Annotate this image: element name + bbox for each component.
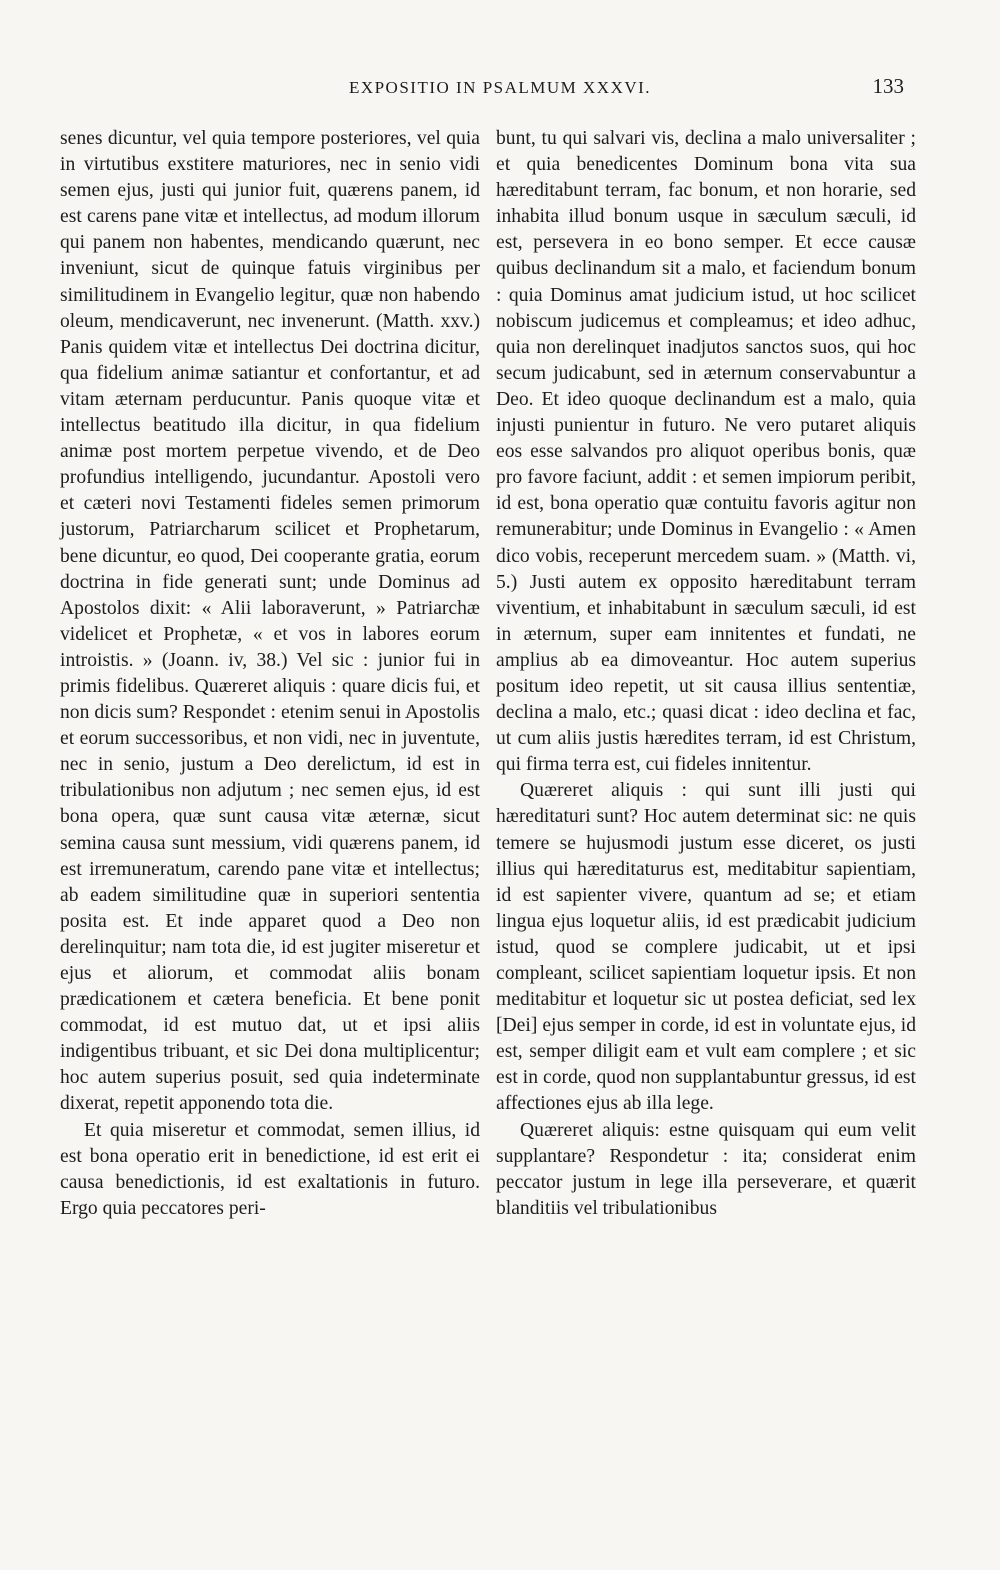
running-title: EXPOSITIO IN PSALMUM XXXVI.: [348, 78, 652, 97]
left-column: [60, 126, 480, 1222]
right-paragraph-1: bunt, tu qui salvari vis, declina a malo universaliter ; et quia benedicentes Dominum bona vita sua hæreditabunt terram, fac bonum, et non horarie, sed inhabita illud bonum usque in sæculum sæculi, id est, persevera in eo bono semper. Et ecce causæ quibus declinandum sit a malo, et faciendum bonum : quia Dominus amat judicium istud, ut hoc scilicet nobiscum judicemus et compleamus; et ideo adhuc, quia non derelinquet inadjutos sanctos suos, qui hoc secum judicabunt, sed in æternum conservabuntur a Deo. Et ideo quoque declinandum est a malo, quia injusti punientur in futuro. Ne vero putaret aliquis eos esse salvandos pro aliquot operibus bonis, quæ pro favore faciunt, addit : et semen impiorum peribit, id est, bona operatio quæ contuitu favoris agitur non remunerabitur; unde Dominus in Evangelio : « Amen dico vobis, receperunt mercedem suam. » (Matth. vi, 5.) Justi autem ex opposito hæreditabunt terram viventium, et inhabitabunt in sæculum sæculi, id est in æternum, super eam innitentes et fundati, ne amplius ab ea dimoveantur. Hoc autem superius positum ideo repetit, ut sit causa illius sententiæ, declina a malo, etc.; quasi dicat : ideo declina et fac, ut cum aliis justis hæredites terram, id est Christum, qui firma terra est, cui fideles innitentur.: [496, 128, 916, 776]
running-head: [0, 74, 1000, 104]
left-paragraph-1: senes dicuntur, vel quia tempore posteriores, vel quia in virtutibus exstitere maturiores, nec in senio vidi semen ejus, justi qui junior fuit, quærens panem, id est carens pane vitæ et intellectus, ad modum illorum qui panem non habentes, mendicando quærunt, nec inveniunt, sicut de quinque fatuis virginibus per similitudinem in Evangelio legitur, quæ non habendo oleum, mendicaverunt, nec invenerunt. (Matth. xxv.) Panis quidem vitæ et intellectus Dei doctrina dicitur, qua fidelium animæ satiantur et confortantur, et ad vitam æternam perducuntur. Panis quoque vitæ et intellectus beatitudo illa dicitur, in qua fidelium animæ post mortem perpetue vivendo, et de Deo profundius intelligendo, jucundantur. Apostoli vero et cæteri novi Testamenti fideles semen primorum justorum, Patriarcharum scilicet et Prophetarum, bene dicuntur, eo quod, Dei cooperante gratia, eorum doctrina in fide generati sunt; unde Dominus ad Apostolos dixit: « Alii laboraverunt, » Patriarchæ videlicet et Prophetæ, « et vos in labores eorum introistis. » (Joann. iv, 38.) Vel sic : junior fui in primis fidelibus. Quæreret aliquis : quare dicis fui, et non dicis sum? Respondet : etenim senui in Apostolis et eorum successoribus, et non vidi, nec in juventute, nec in senio, justum a Deo derelictum, id est in tribulationibus non adjutum ; nec semen ejus, id est bona opera, quæ sunt causa vitæ æternæ, sicut semina causa sunt messium, vidi quærens panem, id est irremuneratum, carendo pane vitæ et intellectus; ab eadem similitudine quæ in superiori sententia posita est. Et inde apparet quod a Deo non derelinquitur; nam tota die, id est jugiter miseretur et ejus et aliorum, et commodat aliis bonam prædicationem et cætera beneficia. Et bene ponit commodat, id est mutuo dat, ut et ipsi aliis indigentibus tribuant, et sic Dei dona multiplicentur; hoc autem superius posuit, sed quia indeterminate dixerat, repetit apponendo tota die.: [60, 128, 480, 1115]
right-column: [496, 126, 916, 1222]
right-paragraph-3: Quæreret aliquis: estne quisquam qui eum velit supplantare? Respondetur : ita; considerat enim peccator justum in lege illa perseverare, et quærit blanditiis vel tribulationibus: [496, 1119, 916, 1219]
left-paragraph-2: Et quia miseretur et commodat, semen illius, id est bona operatio erit in benedictione, id est erit ei causa benedictionis, id est exaltationis in futuro. Ergo quia peccatores peri-: [60, 1119, 480, 1219]
page-number: 133: [872, 74, 904, 98]
right-paragraph-2: Quæreret aliquis : qui sunt illi justi qui hæreditaturi sunt? Hoc autem determinat sic: ne quis temere se hujusmodi justum esse diceret, os justi illius qui hæreditaturus est, meditabitur sapientiam, id est sapienter vivere, quantum ad se; et etiam lingua ejus loquetur aliis, id est prædicabit judicium istud, quod se complere judicabit, ut et ipsi compleant, scilicet sapientiam loquetur ipsis. Et non meditabitur et loquetur sic ut postea deficiat, sed lex [Dei] ejus semper in corde, id est in voluntate ejus, id est, semper diligit eam et vult eam complere ; et sic est in corde, quod non supplantabuntur gressus, id est affectiones ejus ab illa lege.: [496, 780, 916, 1115]
